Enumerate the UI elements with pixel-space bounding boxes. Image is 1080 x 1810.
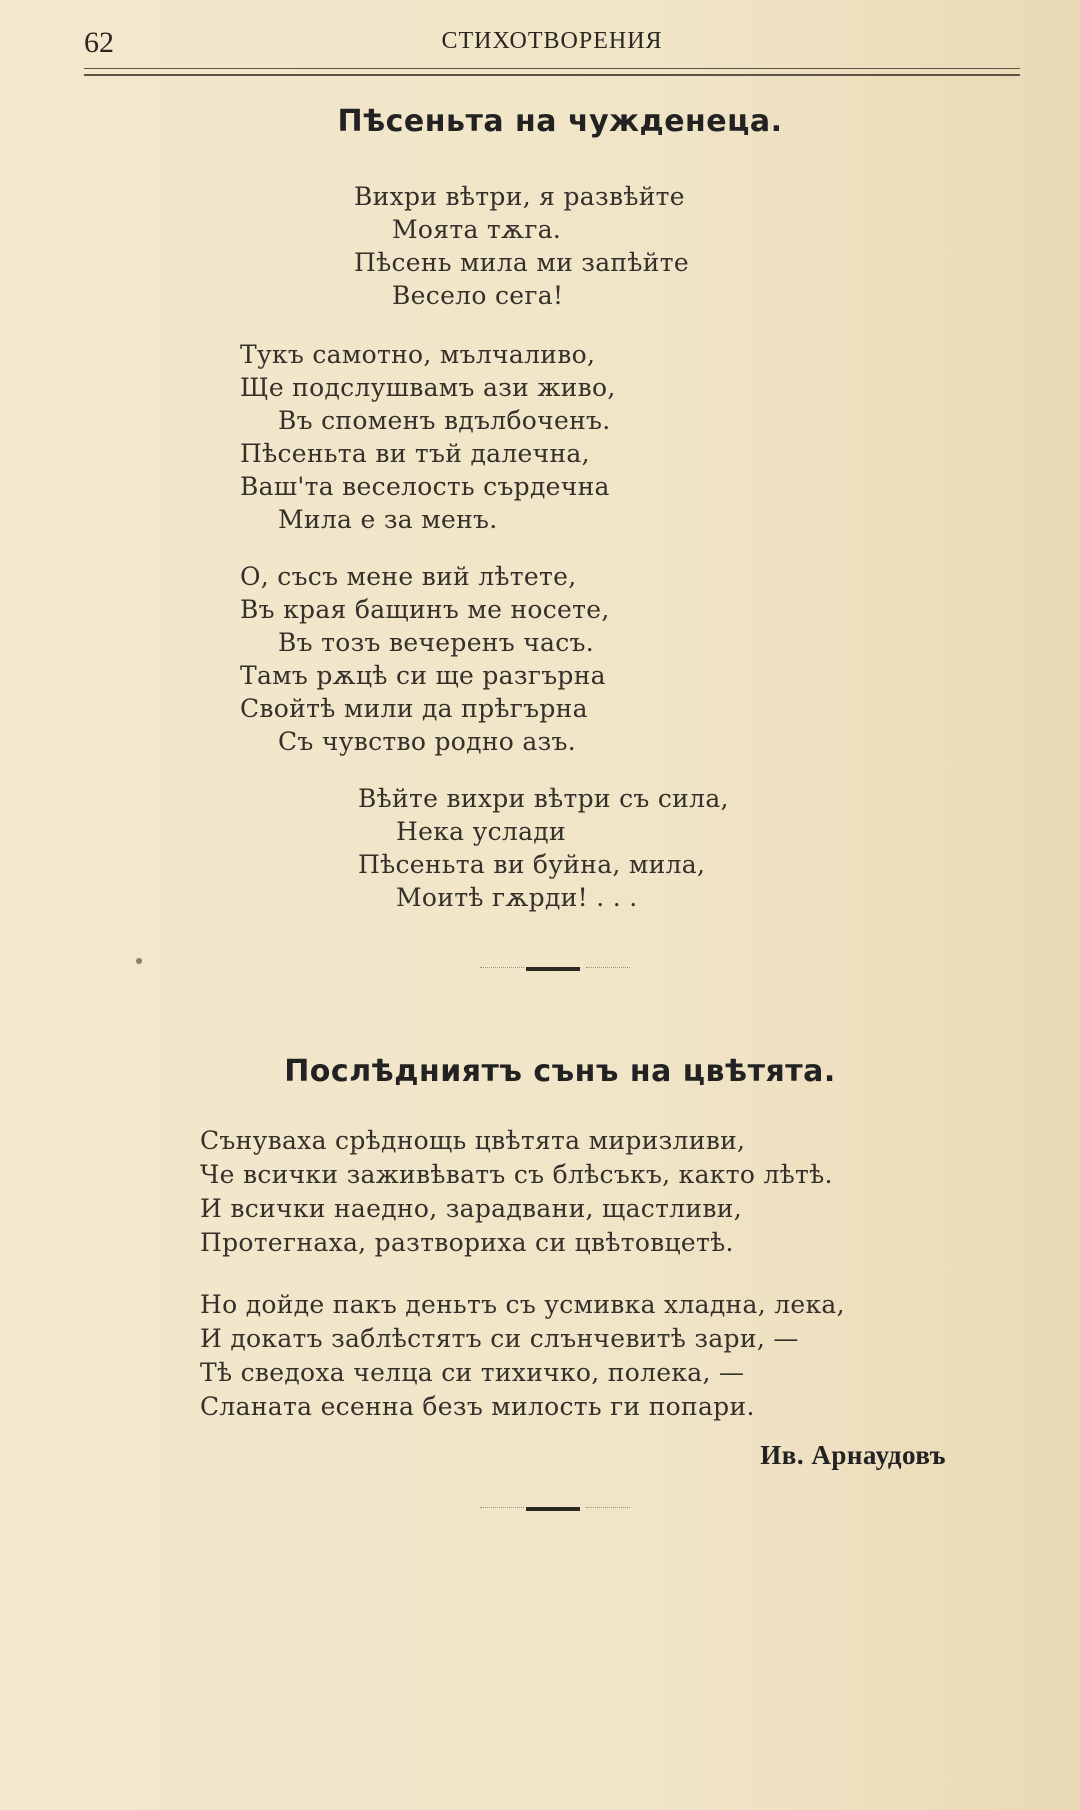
poem-line: Въ споменъ вдълбоченъ. [278, 406, 611, 435]
header-rule [84, 68, 1020, 69]
poem-line: Моитѣ гѫрди! . . . [396, 883, 638, 912]
divider-flourish-right [586, 967, 630, 971]
divider-flourish-left [480, 967, 524, 971]
poem-line: Тѣ сведоха челца си тихичко, полека, — [200, 1358, 745, 1387]
end-divider-ornament [476, 1504, 636, 1514]
poem-title-1: Пѣсеньта на чужденеца. [337, 104, 783, 139]
poem-line: О, съсъ мене вий лѣтете, [240, 562, 577, 591]
ink-speck [136, 958, 142, 964]
poem-line: И всички наедно, зарадвани, щастливи, [200, 1194, 742, 1223]
header-rule-thick [84, 74, 1020, 76]
poem-title-2: Послѣдниятъ сънъ на цвѣтята. [284, 1054, 836, 1089]
poem-line: Пѣсеньта ви буйна, мила, [358, 850, 706, 879]
poem-line: Протегнаха, разтвориха си цвѣтовцетѣ. [200, 1228, 734, 1257]
poem-line: Нека услади [396, 817, 566, 846]
poem-line: Въ тозъ вечеренъ часъ. [278, 628, 594, 657]
poem-line: Тукъ самотно, мълчаливо, [240, 340, 596, 369]
running-title: СТИХОТВОРЕНИЯ [441, 28, 663, 54]
poem-line: Сънуваха срѣднощь цвѣтята миризливи, [200, 1126, 746, 1155]
poem-line: Сланата есенна безъ милость ги попари. [200, 1392, 755, 1421]
poem-line: Моята тѫга. [392, 215, 562, 244]
poem-line: И докатъ заблѣстятъ си слънчевитѣ зари, — [200, 1324, 799, 1353]
divider-bar [526, 1507, 580, 1511]
divider-flourish-right [586, 1507, 630, 1511]
poem-line: Ще подслушвамъ ази живо, [240, 373, 616, 402]
section-divider-ornament [476, 964, 636, 974]
running-head [84, 26, 1020, 66]
poem-line: Но дойде пакъ деньтъ съ усмивка хладна, лека, [200, 1290, 845, 1319]
poem-line: Вихри вѣтри, я развѣйте [354, 182, 685, 211]
poem-line: Вѣйте вихри вѣтри съ сила, [358, 784, 729, 813]
poem-line: Свойтѣ мили да прѣгърна [240, 694, 588, 723]
poem-line: Мила е за менъ. [278, 505, 498, 534]
poem-line: Пѣсеньта ви тъй далечна, [240, 439, 590, 468]
poem-line: Весело сега! [392, 281, 564, 310]
divider-flourish-left [480, 1507, 524, 1511]
poem-line: Ваш'та веселость сърдечна [240, 472, 610, 501]
author-signature: Ив. Арнаудовъ [760, 1440, 946, 1470]
poem-line: Тамъ рѫцѣ си ще разгърна [240, 661, 606, 690]
divider-bar [526, 967, 580, 971]
poem-line: Пѣсень мила ми запѣйте [354, 248, 689, 277]
page-number: 62 [84, 26, 114, 59]
poem-line: Че всички заживѣватъ съ блѣсъкъ, както лѣтѣ. [200, 1160, 833, 1189]
poem-line: Въ края бащинъ ме носете, [240, 595, 610, 624]
poem-line: Съ чувство родно азъ. [278, 727, 576, 756]
